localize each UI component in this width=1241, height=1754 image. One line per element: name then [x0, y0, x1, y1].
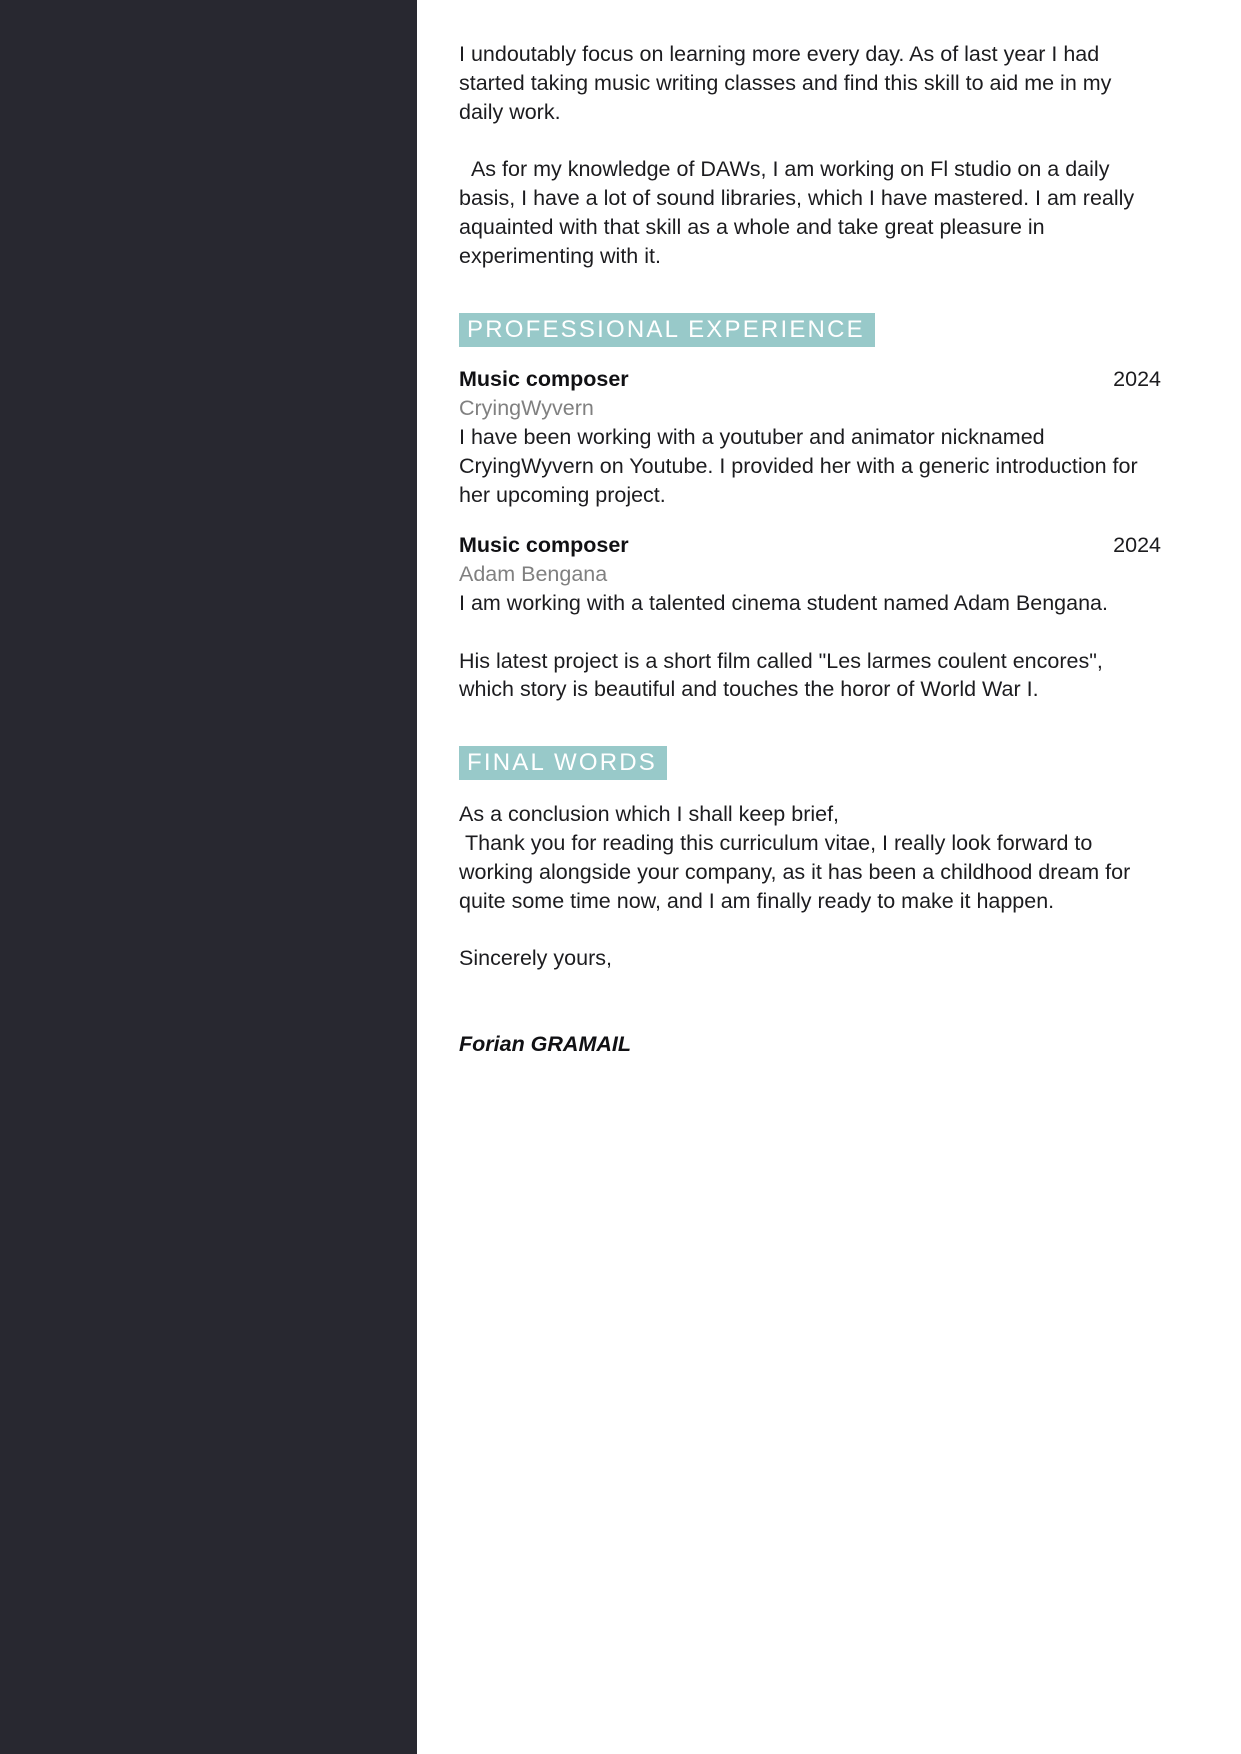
- final-words-paragraph: Thank you for reading this curriculum vitae, I really look forward to working alongside your company, as it has been a childhood dream for quite some time now, and I am finally ready to make it happen.: [459, 830, 1137, 913]
- job-description: I am working with a talented cinema student named Adam Bengana.: [459, 590, 1108, 615]
- final-words-heading: FINAL WORDS: [459, 746, 667, 780]
- job-description: His latest project is a short film called "Les larmes coulent encores", which story is beautiful and touches the horor of World War I.: [459, 648, 1109, 702]
- signature: Forian GRAMAIL: [459, 1031, 631, 1056]
- job-company: CryingWyvern: [459, 396, 594, 421]
- job-header: [459, 531, 1161, 560]
- job-title: Music composer: [459, 367, 629, 392]
- job-entry: [459, 531, 1161, 704]
- job-year: 2024: [1113, 533, 1161, 558]
- job-entry: [459, 365, 1161, 509]
- final-words-section: [459, 800, 1161, 1059]
- job-company: Adam Bengana: [459, 562, 608, 587]
- closing-line: Sincerely yours,: [459, 946, 612, 971]
- intro-paragraph: I undoutably focus on learning more every day. As of last year I had started taking music writing classes and find this skill to aid me in my daily work.: [459, 42, 1118, 124]
- intro-paragraph: As for my knowledge of DAWs, I am working on Fl studio on a daily basis, I have a lot of sound libraries, which I have mastered. I am really aquainted with that skill as a whole and take great pleasure in experimenting with it.: [459, 157, 1141, 268]
- resume-content: [459, 40, 1161, 1059]
- final-words-line: As a conclusion which I shall keep brief,: [459, 802, 840, 827]
- sidebar-panel: [0, 0, 417, 1754]
- professional-experience-heading: PROFESSIONAL EXPERIENCE: [459, 313, 875, 347]
- job-header: [459, 365, 1161, 394]
- job-description: I have been working with a youtuber and animator nicknamed CryingWyvern on Youtube. I provided her with a generic introduction for her upcoming project.: [459, 424, 1144, 507]
- job-year: 2024: [1113, 367, 1161, 392]
- job-title: Music composer: [459, 533, 629, 558]
- intro-section: [459, 40, 1161, 270]
